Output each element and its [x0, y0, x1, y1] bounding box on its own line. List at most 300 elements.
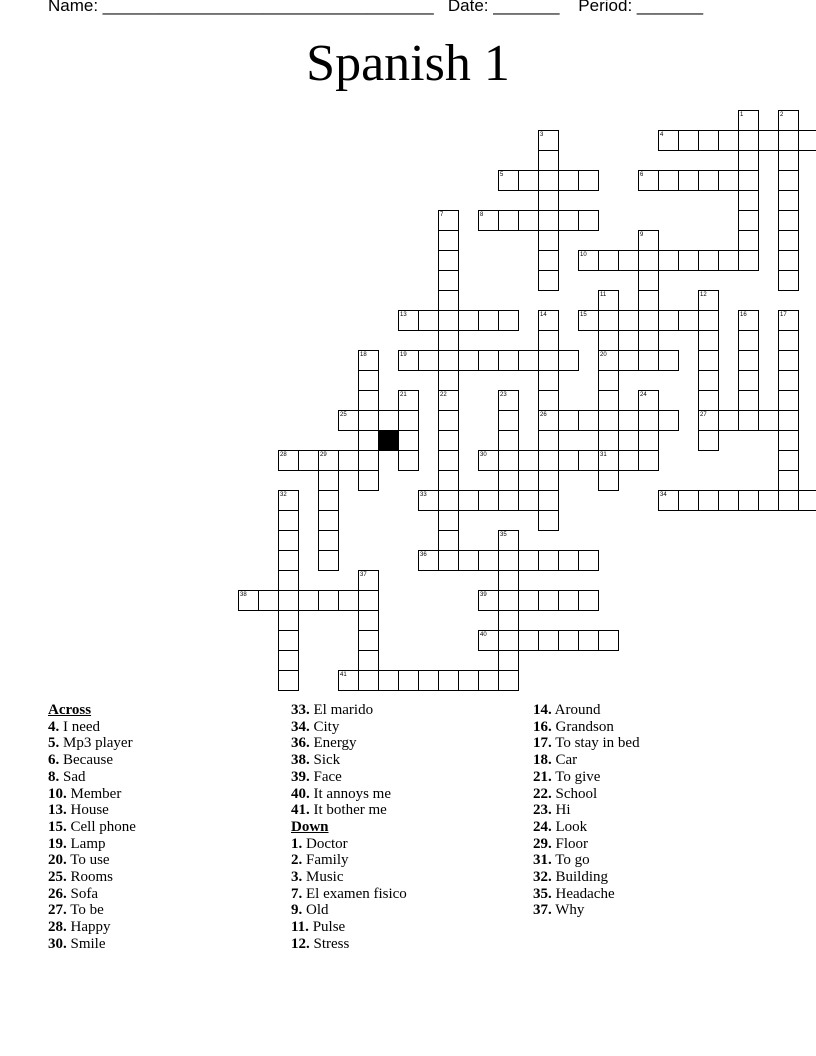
grid-cell[interactable] — [778, 410, 799, 431]
clue-item-number: 40. — [291, 785, 310, 802]
grid-cell[interactable] — [698, 170, 719, 191]
grid-cell[interactable] — [538, 190, 559, 211]
grid-cell[interactable] — [558, 170, 579, 191]
grid-cell[interactable] — [658, 410, 679, 431]
grid-cell[interactable] — [538, 410, 559, 431]
grid-cell[interactable] — [638, 290, 659, 311]
grid-cell[interactable] — [638, 390, 659, 411]
clue-item — [48, 836, 136, 853]
grid-cell[interactable] — [358, 590, 379, 611]
grid-cell[interactable] — [278, 670, 299, 691]
clue-item-number: 37. — [533, 902, 552, 919]
grid-cell[interactable] — [598, 350, 619, 371]
grid-cell[interactable] — [618, 310, 639, 331]
grid-cell[interactable] — [478, 670, 499, 691]
grid-cell[interactable] — [418, 310, 439, 331]
grid-cell[interactable] — [438, 530, 459, 551]
grid-cell[interactable] — [518, 210, 539, 231]
clue-item — [533, 802, 640, 819]
grid-cell[interactable] — [318, 590, 339, 611]
grid-cell[interactable] — [758, 130, 779, 151]
clue-item-text: Lamp — [66, 835, 106, 852]
grid-cell[interactable] — [378, 410, 399, 431]
grid-cell[interactable] — [538, 450, 559, 471]
clue-item-text: Member — [66, 785, 122, 802]
grid-cell[interactable] — [558, 350, 579, 371]
grid-cell[interactable] — [738, 250, 759, 271]
grid-cell[interactable] — [498, 310, 519, 331]
grid-cell[interactable] — [538, 350, 559, 371]
grid-cell[interactable] — [558, 630, 579, 651]
grid-cell[interactable] — [278, 550, 299, 571]
grid-cell[interactable] — [538, 390, 559, 411]
grid-cell[interactable] — [418, 670, 439, 691]
grid-cell[interactable] — [538, 130, 559, 151]
grid-cell[interactable] — [358, 570, 379, 591]
grid-cell[interactable] — [438, 290, 459, 311]
grid-cell[interactable] — [718, 130, 739, 151]
clue-number: 32 — [280, 492, 287, 498]
grid-cell[interactable] — [518, 450, 539, 471]
grid-cell[interactable] — [558, 550, 579, 571]
grid-cell[interactable] — [338, 410, 359, 431]
clue-item-number: 36. — [291, 735, 310, 752]
grid-cell[interactable] — [398, 430, 419, 451]
grid-cell[interactable] — [538, 490, 559, 511]
grid-cell[interactable] — [718, 170, 739, 191]
grid-cell[interactable] — [538, 250, 559, 271]
grid-cell[interactable] — [318, 530, 339, 551]
grid-cell[interactable] — [678, 130, 699, 151]
grid-cell[interactable] — [358, 350, 379, 371]
grid-cell[interactable] — [638, 430, 659, 451]
grid-cell[interactable] — [778, 170, 799, 191]
grid-cell[interactable] — [738, 230, 759, 251]
clue-item-text: Why — [551, 902, 585, 919]
grid-cell[interactable] — [638, 330, 659, 351]
grid-cell[interactable] — [278, 650, 299, 671]
grid-cell[interactable] — [278, 570, 299, 591]
grid-cell[interactable] — [458, 550, 479, 571]
grid-cell[interactable] — [498, 570, 519, 591]
grid-cell[interactable] — [498, 530, 519, 551]
grid-cell[interactable] — [458, 490, 479, 511]
grid-cell[interactable] — [678, 490, 699, 511]
grid-cell[interactable] — [518, 590, 539, 611]
grid-cell[interactable] — [538, 590, 559, 611]
grid-cell[interactable] — [538, 430, 559, 451]
grid-cell[interactable] — [778, 270, 799, 291]
grid-cell[interactable] — [498, 610, 519, 631]
clue-item-number: 22. — [533, 785, 552, 802]
grid-cell[interactable] — [358, 370, 379, 391]
grid-cell[interactable] — [638, 410, 659, 431]
grid-cell[interactable] — [538, 510, 559, 531]
grid-cell[interactable] — [738, 310, 759, 331]
grid-cell[interactable] — [718, 410, 739, 431]
grid-cell[interactable] — [598, 310, 619, 331]
grid-cell[interactable] — [658, 310, 679, 331]
grid-cell[interactable] — [438, 510, 459, 531]
grid-cell[interactable] — [458, 670, 479, 691]
page-title: Spanish 1 — [306, 35, 510, 92]
grid-cell[interactable] — [298, 450, 319, 471]
clue-item — [48, 819, 136, 836]
grid-cell[interactable] — [298, 590, 319, 611]
grid-cell[interactable] — [778, 430, 799, 451]
clue-number: 9 — [640, 232, 644, 238]
grid-cell[interactable] — [318, 450, 339, 471]
grid-cell[interactable] — [738, 190, 759, 211]
grid-cell[interactable] — [738, 350, 759, 371]
grid-cell[interactable] — [518, 490, 539, 511]
grid-cell[interactable] — [438, 410, 459, 431]
grid-cell[interactable] — [318, 510, 339, 531]
clue-item — [48, 852, 136, 869]
grid-cell[interactable] — [738, 150, 759, 171]
grid-cell[interactable] — [538, 470, 559, 491]
clue-item — [48, 902, 136, 919]
grid-cell[interactable] — [438, 270, 459, 291]
grid-cell[interactable] — [718, 250, 739, 271]
grid-cell[interactable] — [478, 450, 499, 471]
grid-cell[interactable] — [778, 330, 799, 351]
grid-cell[interactable] — [358, 470, 379, 491]
clue-item — [291, 752, 407, 769]
grid-cell[interactable] — [398, 450, 419, 471]
grid-cell[interactable] — [418, 490, 439, 511]
clue-section-heading: Across — [48, 702, 92, 718]
grid-cell[interactable] — [598, 290, 619, 311]
grid-cell[interactable] — [578, 550, 599, 571]
grid-cell[interactable] — [618, 410, 639, 431]
grid-cell[interactable] — [578, 630, 599, 651]
grid-cell[interactable] — [478, 350, 499, 371]
grid-cell[interactable] — [778, 250, 799, 271]
grid-cell[interactable] — [658, 170, 679, 191]
grid-cell[interactable] — [578, 210, 599, 231]
grid-cell[interactable] — [278, 510, 299, 531]
grid-cell[interactable] — [658, 130, 679, 151]
grid-cell[interactable] — [358, 430, 379, 451]
grid-cell[interactable] — [538, 370, 559, 391]
grid-cell[interactable] — [458, 310, 479, 331]
grid-cell[interactable] — [638, 270, 659, 291]
grid-cell[interactable] — [438, 230, 459, 251]
grid-cell[interactable] — [278, 610, 299, 631]
grid-cell[interactable] — [738, 130, 759, 151]
grid-cell[interactable] — [718, 490, 739, 511]
grid-cell[interactable] — [478, 590, 499, 611]
grid-cell[interactable] — [498, 170, 519, 191]
grid-cell[interactable] — [658, 350, 679, 371]
grid-cell[interactable] — [798, 130, 816, 151]
grid-cell[interactable] — [578, 590, 599, 611]
grid-cell[interactable] — [398, 410, 419, 431]
grid-cell[interactable] — [598, 370, 619, 391]
grid-cell[interactable] — [698, 370, 719, 391]
grid-cell[interactable] — [678, 250, 699, 271]
grid-cell[interactable] — [638, 230, 659, 251]
grid-cell[interactable] — [598, 430, 619, 451]
grid-cell[interactable] — [578, 170, 599, 191]
grid-cell[interactable] — [518, 630, 539, 651]
grid-cell[interactable] — [678, 170, 699, 191]
grid-cell[interactable] — [698, 310, 719, 331]
grid-cell[interactable] — [738, 170, 759, 191]
grid-cell[interactable] — [358, 410, 379, 431]
grid-cell[interactable] — [538, 210, 559, 231]
grid-cell[interactable] — [778, 350, 799, 371]
clue-number: 41 — [340, 672, 347, 678]
clue-item — [533, 819, 640, 836]
grid-cell[interactable] — [638, 310, 659, 331]
grid-cell[interactable] — [638, 450, 659, 471]
grid-cell[interactable] — [438, 330, 459, 351]
grid-cell[interactable] — [678, 310, 699, 331]
grid-cell[interactable] — [698, 330, 719, 351]
grid-cell[interactable] — [478, 210, 499, 231]
grid-cell[interactable] — [318, 470, 339, 491]
grid-cell[interactable] — [738, 390, 759, 411]
grid-cell[interactable] — [438, 350, 459, 371]
black-cell — [378, 430, 399, 451]
grid-cell[interactable] — [278, 630, 299, 651]
grid-cell[interactable] — [538, 230, 559, 251]
clue-item-text: Family — [302, 852, 349, 869]
grid-cell[interactable] — [538, 630, 559, 651]
grid-cell[interactable] — [498, 550, 519, 571]
clue-number: 20 — [600, 352, 607, 358]
grid-cell[interactable] — [778, 490, 799, 511]
grid-cell[interactable] — [698, 130, 719, 151]
grid-cell[interactable] — [738, 210, 759, 231]
grid-cell[interactable] — [478, 310, 499, 331]
grid-cell[interactable] — [618, 250, 639, 271]
grid-cell[interactable] — [498, 210, 519, 231]
clue-number: 17 — [780, 312, 787, 318]
grid-cell[interactable] — [498, 490, 519, 511]
grid-cell[interactable] — [638, 170, 659, 191]
grid-cell[interactable] — [658, 490, 679, 511]
grid-cell[interactable] — [438, 450, 459, 471]
clue-number: 3 — [540, 132, 544, 138]
grid-cell[interactable] — [338, 670, 359, 691]
grid-cell[interactable] — [518, 170, 539, 191]
grid-cell[interactable] — [358, 670, 379, 691]
grid-cell[interactable] — [538, 310, 559, 331]
grid-cell[interactable] — [698, 430, 719, 451]
grid-cell[interactable] — [438, 470, 459, 491]
clue-item — [48, 919, 136, 936]
clue-item-text: Hi — [551, 802, 571, 819]
grid-cell[interactable] — [238, 590, 259, 611]
grid-cell[interactable] — [338, 590, 359, 611]
clue-item — [291, 836, 407, 853]
grid-cell[interactable] — [498, 670, 519, 691]
clue-item — [533, 902, 640, 919]
grid-cell[interactable] — [258, 590, 279, 611]
grid-cell[interactable] — [698, 490, 719, 511]
clue-number: 1 — [740, 112, 744, 118]
grid-cell[interactable] — [498, 390, 519, 411]
grid-cell[interactable] — [358, 630, 379, 651]
grid-cell[interactable] — [538, 270, 559, 291]
grid-cell[interactable] — [398, 310, 419, 331]
grid-cell[interactable] — [438, 250, 459, 271]
clue-item-text: Sad — [59, 768, 86, 785]
grid-cell[interactable] — [518, 550, 539, 571]
clue-item — [48, 786, 136, 803]
grid-cell[interactable] — [558, 450, 579, 471]
grid-cell[interactable] — [798, 490, 816, 511]
grid-cell[interactable] — [498, 350, 519, 371]
grid-cell[interactable] — [778, 470, 799, 491]
clue-item-number: 25. — [48, 869, 67, 886]
clue-item-text: Happy — [66, 919, 111, 936]
grid-cell[interactable] — [538, 170, 559, 191]
grid-cell[interactable] — [498, 410, 519, 431]
grid-cell[interactable] — [738, 490, 759, 511]
grid-cell[interactable] — [438, 310, 459, 331]
grid-cell[interactable] — [318, 490, 339, 511]
grid-cell[interactable] — [598, 410, 619, 431]
grid-cell[interactable] — [778, 210, 799, 231]
grid-cell[interactable] — [338, 450, 359, 471]
clue-item-text: City — [309, 718, 340, 735]
grid-cell[interactable] — [598, 390, 619, 411]
grid-cell[interactable] — [638, 350, 659, 371]
grid-cell[interactable] — [358, 610, 379, 631]
grid-cell[interactable] — [578, 250, 599, 271]
grid-cell[interactable] — [318, 550, 339, 571]
grid-cell[interactable] — [658, 250, 679, 271]
grid-cell[interactable] — [738, 110, 759, 131]
grid-cell[interactable] — [778, 450, 799, 471]
clue-number: 18 — [360, 352, 367, 358]
grid-cell[interactable] — [498, 450, 519, 471]
clue-item-text: Sofa — [66, 885, 98, 902]
grid-cell[interactable] — [278, 530, 299, 551]
grid-cell[interactable] — [618, 450, 639, 471]
grid-cell[interactable] — [598, 470, 619, 491]
grid-cell[interactable] — [598, 450, 619, 471]
grid-cell[interactable] — [438, 490, 459, 511]
grid-cell[interactable] — [438, 210, 459, 231]
grid-cell[interactable] — [378, 670, 399, 691]
clue-item-text: Floor — [551, 835, 589, 852]
grid-cell[interactable] — [738, 410, 759, 431]
grid-cell[interactable] — [638, 250, 659, 271]
clue-item-text: Pulse — [308, 919, 346, 936]
grid-cell[interactable] — [778, 190, 799, 211]
grid-cell[interactable] — [358, 390, 379, 411]
grid-cell[interactable] — [478, 490, 499, 511]
grid-cell[interactable] — [778, 150, 799, 171]
grid-cell[interactable] — [778, 370, 799, 391]
clue-item — [291, 719, 407, 736]
clue-item-number: 8. — [48, 768, 60, 785]
grid-cell[interactable] — [458, 350, 479, 371]
clue-item-text: Face — [309, 768, 342, 785]
grid-cell[interactable] — [498, 590, 519, 611]
grid-cell[interactable] — [278, 490, 299, 511]
clue-number: 13 — [400, 312, 407, 318]
grid-cell[interactable] — [398, 350, 419, 371]
grid-cell[interactable] — [538, 150, 559, 171]
grid-cell[interactable] — [538, 330, 559, 351]
grid-cell[interactable] — [578, 450, 599, 471]
grid-cell[interactable] — [578, 310, 599, 331]
grid-cell[interactable] — [598, 330, 619, 351]
grid-cell[interactable] — [758, 490, 779, 511]
grid-cell[interactable] — [398, 390, 419, 411]
clue-item-number: 41. — [291, 802, 310, 819]
grid-cell[interactable] — [778, 390, 799, 411]
grid-cell[interactable] — [538, 550, 559, 571]
grid-cell[interactable] — [778, 230, 799, 251]
clue-item-number: 4. — [48, 718, 60, 735]
clue-item-text: To use — [66, 852, 110, 869]
grid-cell[interactable] — [278, 590, 299, 611]
grid-cell[interactable] — [478, 550, 499, 571]
grid-cell[interactable] — [438, 430, 459, 451]
clue-item — [291, 936, 407, 953]
grid-cell[interactable] — [278, 450, 299, 471]
grid-cell[interactable] — [498, 650, 519, 671]
grid-cell[interactable] — [778, 110, 799, 131]
grid-cell[interactable] — [598, 250, 619, 271]
grid-cell[interactable] — [438, 550, 459, 571]
grid-cell[interactable] — [578, 410, 599, 431]
grid-cell[interactable] — [778, 310, 799, 331]
grid-cell[interactable] — [698, 410, 719, 431]
grid-cell[interactable] — [758, 410, 779, 431]
grid-cell[interactable] — [598, 630, 619, 651]
grid-cell[interactable] — [778, 130, 799, 151]
grid-cell[interactable] — [498, 630, 519, 651]
grid-cell[interactable] — [698, 390, 719, 411]
grid-cell[interactable] — [698, 250, 719, 271]
clue-number: 14 — [540, 312, 547, 318]
grid-cell[interactable] — [478, 630, 499, 651]
grid-cell[interactable] — [558, 590, 579, 611]
grid-cell[interactable] — [438, 670, 459, 691]
grid-cell[interactable] — [438, 370, 459, 391]
grid-cell[interactable] — [698, 290, 719, 311]
clue-item-number: 23. — [533, 802, 552, 819]
clue-item-number: 28. — [48, 919, 67, 936]
grid-cell[interactable] — [358, 450, 379, 471]
clue-number: 36 — [420, 552, 427, 558]
grid-cell[interactable] — [418, 550, 439, 571]
grid-cell[interactable] — [738, 330, 759, 351]
grid-cell[interactable] — [698, 350, 719, 371]
grid-cell[interactable] — [558, 210, 579, 231]
grid-cell[interactable] — [418, 350, 439, 371]
grid-cell[interactable] — [498, 430, 519, 451]
grid-cell[interactable] — [398, 670, 419, 691]
clues-column-3 — [533, 702, 640, 919]
grid-cell[interactable] — [498, 470, 519, 491]
clue-item-text: Energy — [309, 735, 357, 752]
grid-cell[interactable] — [618, 350, 639, 371]
grid-cell[interactable] — [558, 410, 579, 431]
grid-cell[interactable] — [358, 650, 379, 671]
grid-cell[interactable] — [738, 370, 759, 391]
grid-cell[interactable] — [518, 350, 539, 371]
grid-cell[interactable] — [438, 390, 459, 411]
